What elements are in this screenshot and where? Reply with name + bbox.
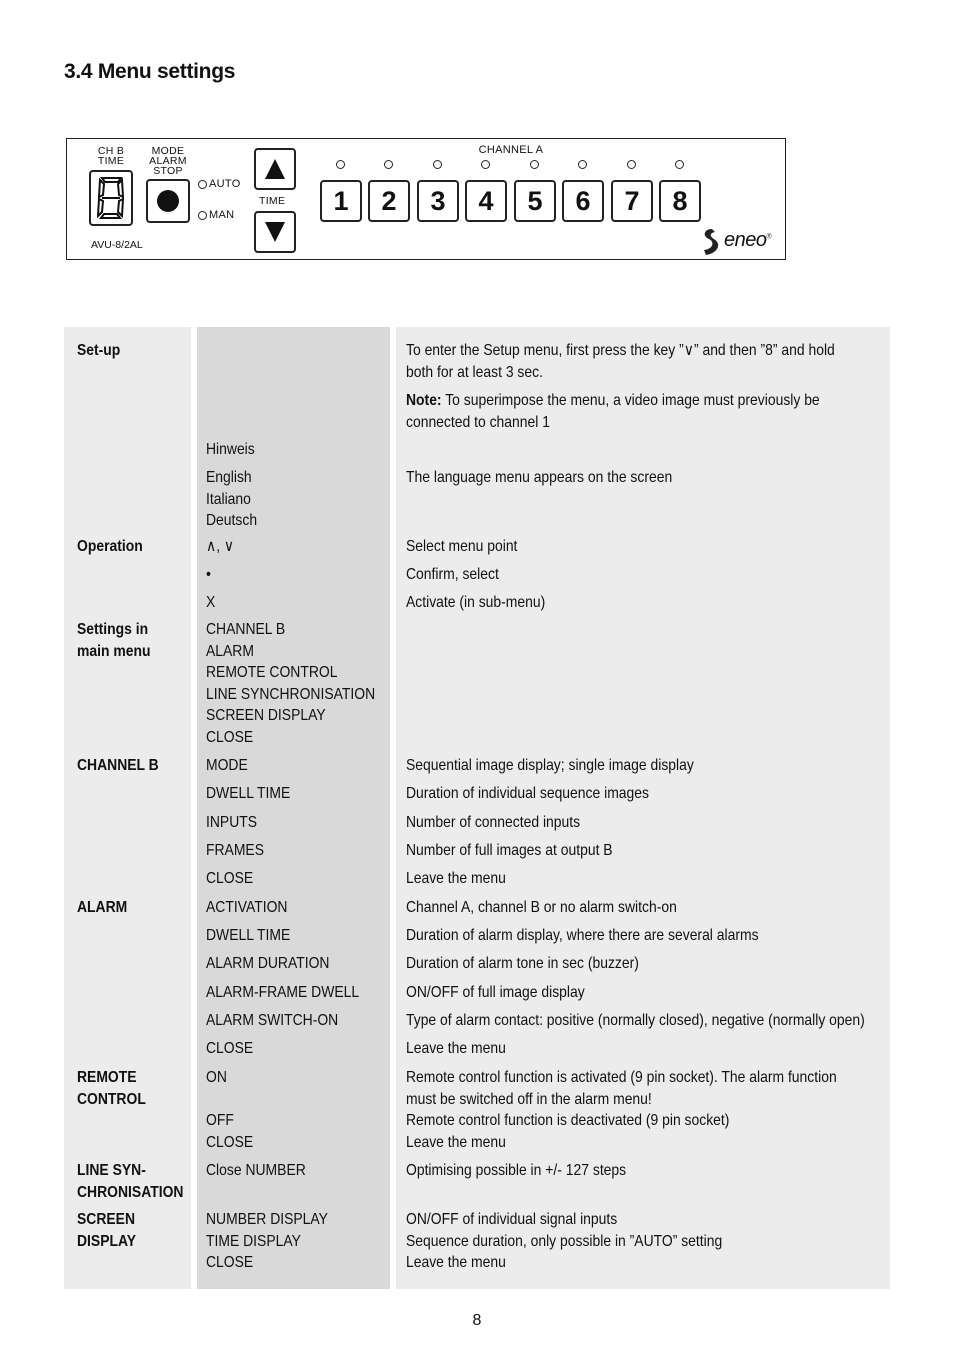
section-screen: SCREEN DISPLAY <box>77 1211 137 1250</box>
eneo-logo-mark-icon <box>700 227 724 257</box>
auto-led-icon <box>198 180 207 189</box>
desc-alarm-activation: Channel A, channel B or no alarm switch-on <box>406 899 677 916</box>
desc-op-select: Select menu point <box>406 538 518 555</box>
item-hinweis: Hinweis <box>206 441 255 458</box>
arrow-up-icon <box>264 158 286 180</box>
channel-3-button[interactable]: 3 <box>417 180 459 222</box>
desc-alarm-frame-dwell: ON/OFF of full image display <box>406 984 585 1001</box>
section-operation: Operation <box>77 538 143 555</box>
channel-8-button[interactable]: 8 <box>659 180 701 222</box>
desc-chb-mode: Sequential image display; single image display <box>406 757 694 774</box>
eneo-logo <box>700 227 780 257</box>
desc-chb-inputs: Number of connected inputs <box>406 814 581 831</box>
desc-op-activate: Activate (in sub-menu) <box>406 594 546 611</box>
item-chb-dwell: DWELL TIME <box>206 785 291 802</box>
item-alarm-frame-dwell: ALARM-FRAME DWELL <box>206 984 360 1001</box>
model-label: AVU-8/2AL <box>91 239 143 251</box>
item-alarm-switch-on: ALARM SWITCH-ON <box>206 1012 339 1029</box>
section-alarm: ALARM <box>77 899 128 916</box>
desc-chb-dwell: Duration of individual sequence images <box>406 785 649 802</box>
item-chb-close: CLOSE <box>206 870 254 887</box>
channel-4-led-icon <box>481 160 490 169</box>
seven-segment-display <box>89 170 133 226</box>
item-chb-mode: MODE <box>206 757 248 774</box>
desc-alarm-duration: Duration of alarm tone in sec (buzzer) <box>406 955 639 972</box>
mode-alarm-stop-label: MODE ALARM STOP <box>149 145 187 177</box>
device-front-panel <box>66 138 786 260</box>
item-linesync-number: Close NUMBER <box>206 1162 306 1179</box>
item-languages: English Italiano Deutsch <box>206 469 258 529</box>
time-up-button[interactable] <box>254 148 296 190</box>
channel-a-label: CHANNEL A <box>478 144 544 156</box>
channel-8-led-icon <box>675 160 684 169</box>
channel-2-button[interactable]: 2 <box>368 180 410 222</box>
desc-chb-frames: Number of full images at output B <box>406 842 613 859</box>
desc-linesync: Optimising possible in +/- 127 steps <box>406 1162 627 1179</box>
section-setup: Set-up <box>77 342 121 359</box>
man-led-icon <box>198 211 207 220</box>
desc-remote-on: Remote control function is activated (9 pin socket). The alarm function must be switched off in the alarm menu! <box>406 1069 837 1108</box>
desc-alarm-close: Leave the menu <box>406 1040 506 1057</box>
channel-6-led-icon <box>578 160 587 169</box>
item-alarm-close: CLOSE <box>206 1040 254 1057</box>
item-main-menu: CHANNEL B ALARM REMOTE CONTROL LINE SYNCHRONISATION SCREEN DISPLAY CLOSE <box>206 621 376 746</box>
segment-digit-icon <box>97 176 125 220</box>
channel-1-led-icon <box>336 160 345 169</box>
item-alarm-dwell: DWELL TIME <box>206 927 291 944</box>
section-linesync: LINE SYN- CHRONISATION <box>77 1162 184 1201</box>
desc-alarm-dwell: Duration of alarm display, where there are several alarms <box>406 927 759 944</box>
item-remote-on: ON <box>206 1069 227 1086</box>
chb-time-label: CH B TIME <box>97 145 125 167</box>
section-channel-b: CHANNEL B <box>77 757 159 774</box>
channel-5-led-icon <box>530 160 539 169</box>
desc-op-confirm: Confirm, select <box>406 566 499 583</box>
item-alarm-activation: ACTIVATION <box>206 899 288 916</box>
desc-remote-off-close: Remote control function is deactivated (9 pin socket) Leave the menu <box>406 1112 730 1151</box>
eneo-logo-text: eneo® <box>724 229 772 251</box>
button-dot-icon <box>157 190 179 212</box>
item-screen: NUMBER DISPLAY TIME DISPLAY CLOSE <box>206 1211 328 1271</box>
channel-1-button[interactable]: 1 <box>320 180 362 222</box>
channel-7-led-icon <box>627 160 636 169</box>
item-op-x: X <box>206 594 216 611</box>
item-remote-off-close: OFF CLOSE <box>206 1112 254 1151</box>
item-chb-frames: FRAMES <box>206 842 265 859</box>
section-heading: 3.4 Menu settings <box>64 60 236 83</box>
channel-3-led-icon <box>433 160 442 169</box>
time-down-button[interactable] <box>254 211 296 253</box>
channel-4-button[interactable]: 4 <box>465 180 507 222</box>
time-label: TIME <box>259 195 286 207</box>
item-op-dot: • <box>206 566 211 583</box>
item-chb-inputs: INPUTS <box>206 814 258 831</box>
item-alarm-duration: ALARM DURATION <box>206 955 330 972</box>
mode-alarm-stop-button[interactable] <box>146 179 190 223</box>
section-settings: Settings in main menu <box>77 621 151 660</box>
auto-label: AUTO <box>209 178 241 190</box>
desc-chb-close: Leave the menu <box>406 870 506 887</box>
table-column-section <box>64 327 191 1289</box>
desc-language: The language menu appears on the screen <box>406 469 673 486</box>
desc-note: Note: To superimpose the menu, a video image must previously be connected to channel 1 <box>406 392 820 431</box>
channel-5-button[interactable]: 5 <box>514 180 556 222</box>
desc-alarm-switch-on: Type of alarm contact: positive (normally closed), negative (normally open) <box>406 1012 865 1029</box>
channel-6-button[interactable]: 6 <box>562 180 604 222</box>
page-number: 8 <box>472 1312 482 1329</box>
channel-7-button[interactable]: 7 <box>611 180 653 222</box>
man-label: MAN <box>209 209 235 221</box>
arrow-down-icon <box>264 221 286 243</box>
item-op-updown: ∧, ∨ <box>206 538 235 555</box>
desc-setup: To enter the Setup menu, first press the key ”∨” and then ”8” and hold both for at least 3 sec. <box>406 342 835 381</box>
section-remote: REMOTE CONTROL <box>77 1069 146 1108</box>
desc-screen: ON/OFF of individual signal inputs Sequence duration, only possible in ”AUTO” setting Leave the menu <box>406 1211 723 1271</box>
channel-2-led-icon <box>384 160 393 169</box>
